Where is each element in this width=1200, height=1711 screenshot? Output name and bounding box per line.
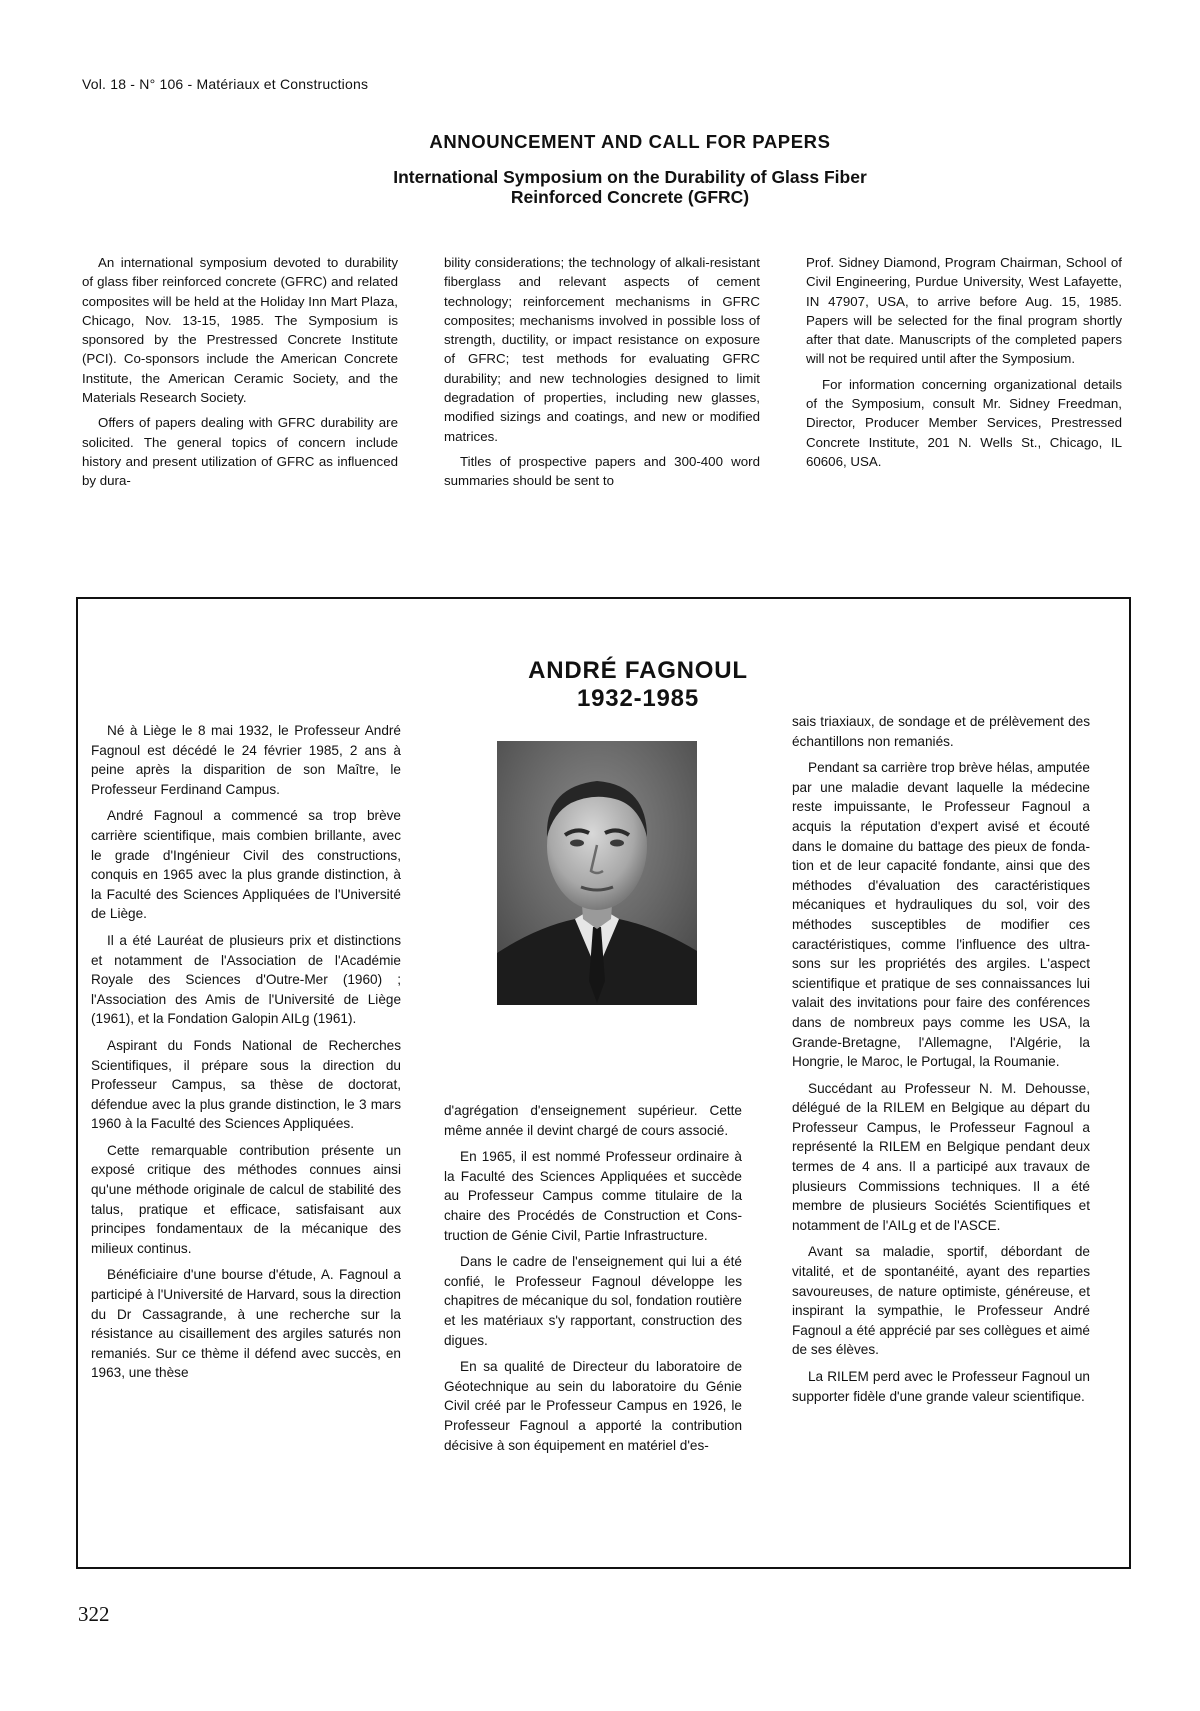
- portrait-photo: [497, 741, 697, 1005]
- paragraph: An international symposium devoted to durability of glass fiber reinforced concrete (GFRC) and related composites will be held at the Holiday Inn Mart Plaza, Chicago, Nov. 13-15, 1985. The Symposium is sponsored by the Prestressed Concrete Institute (PCI). Co-sponsors include the American Concrete Institute, the American Ceramic Society, and the Materials Research Society.: [82, 255, 398, 406]
- obituary-column-3: [792, 712, 1090, 1413]
- page-number: 322: [78, 1602, 110, 1626]
- paragraph: Bénéficiaire d'une bourse d'étude, A. Fagnoul a participé à l'Université de Harvard, sous la direction du Dr Cassagrande, à une recherche sur la résistance au cisaillement des argiles saturés non remaniés. Sur ce thème il défend avec succès, en 1963, une thèse: [91, 1267, 401, 1381]
- announcement-subtitle: [255, 167, 1005, 207]
- paragraph: bility considerations; the technology of alkali-resistant fiberglass and relevant aspects of cement technology; reinforcement mechanisms in GFRC composites; mechanisms involved in possible loss of strength, ductility, or impact resistance on exposure of GFRC; test methods for evaluating GFRC durability; and new technologies designed to limit degradation of properties, including new glasses, modified sizings and coatings, and new or modified matrices.: [444, 255, 760, 444]
- paragraph: Succédant au Professeur N. M. Dehousse, délégué de la RILEM en Belgique au départ du Professeur Campus, le Professeur Fagnoul a représenté la RILEM en Belgique pendant deux termes de 4 ans. Il a participé aux travaux de plusieurs Commissions techniques. Il a été membre de plusieurs Sociétés Scientifiques et notamment de l'AILg et de l'ASCE.: [792, 1080, 1090, 1233]
- paragraph: En 1965, il est nommé Professeur ordinaire à la Faculté des Sciences Appliquées et succède au Professeur Campus comme titulaire de la chaire des Procédés de Construction et Construction de Génie Civil, Partie Infrastructure.: [444, 1149, 742, 1243]
- paragraph: Offers of papers dealing with GFRC durability are solicited. The general topics of concern include history and present utilization of GFRC as influenced by dura-: [82, 415, 398, 489]
- announcement-subtitle-line-1: International Symposium on the Durability of Glass Fiber: [393, 167, 867, 187]
- paragraph: Il a été Lauréat de plusieurs prix et distinctions et notamment de l'Association de l'Académie Royale des Sciences d'Outre-Mer (1960) ; l'Association des Amis de l'Université de Liège (1961), et la Fondation Galopin AILg (1961).: [91, 932, 401, 1027]
- paragraph: Avant sa maladie, sportif, débordant de vitalité, et de spontanéité, ayant des reparties savoureuses, de nature optimiste, généreuse, et inspirant la sympathie, le Professeur André Fagnoul a été apprécié par ses collègues et aimé de ses élèves.: [792, 1244, 1090, 1358]
- obituary-column-2: [444, 1101, 742, 1462]
- paragraph: Titles of prospective papers and 300-400 word summaries should be sent to: [444, 453, 760, 489]
- paragraph: Prof. Sidney Diamond, Program Chairman, School of Civil Engineering, Purdue University, West Lafayette, IN 47907, USA, to arrive before Aug. 15, 1985. Papers will be selected for the final program shortly after that date. Manuscripts of the completed papers will not be required until after the Symposium.: [806, 255, 1122, 367]
- paragraph: For information concerning organizational details of the Symposium, consult Mr. Sidney Freedman, Director, Producer Member Services, Prestressed Concrete Institute, 201 N. Wells St., Chicago, IL 60606, USA.: [806, 376, 1122, 469]
- obituary-column-1: [91, 721, 401, 1390]
- paragraph: Pendant sa carrière trop brève hélas, amputée par une maladie devant laquelle la médecine reste impuissante, le Professeur Fagnoul a acquis la réputation d'expert avisé et écouté dans le domaine du battage des pieux de fondation et de leur capacité fondante, ainsi que des méthodes d'évaluation des caractéristiques mécaniques et hydrauliques du sol, voir des méthodes susceptibles de modifier ces caractéristiques, comme l'influence des ultra-sons sur les propriétés des argiles. L'aspect scientifique et pratique de ses connaissances lui valait des invitations pour faire des conférences dans de nombreux pays comme les USA, la Grande-Bretagne, l'Allemagne, l'Algérie, la Hongrie, le Maroc, le Portugal, la Roumanie.: [792, 760, 1090, 1070]
- announcement-column-2: [444, 253, 760, 497]
- paragraph: Cette remarquable contribution présente un exposé critique des méthodes connues ainsi qu'une méthode originale de calcul de stabilité des talus, pratique et efficace, satisfaisant aux principes fondamentaux de la mécanique des milieux continus.: [91, 1142, 401, 1256]
- paragraph: sais triaxiaux, de sondage et de prélèvement des échantillons non remaniés.: [792, 714, 1090, 749]
- paragraph: La RILEM perd avec le Professeur Fagnoul un supporter fidèle d'une grande valeur scientifique.: [792, 1369, 1090, 1404]
- announcement-title: ANNOUNCEMENT AND CALL FOR PAPERS: [429, 131, 831, 152]
- running-head: Vol. 18 - N° 106 - Matériaux et Constructions: [82, 76, 369, 92]
- obituary-box: [76, 597, 1131, 1569]
- announcement-column-3: [806, 253, 1122, 497]
- paragraph: En sa qualité de Directeur du laboratoire de Géotechnique au sein du laboratoire du Génie Civil créé par le Professeur Campus en 1926, le Professeur Fagnoul a apporté la contribution décisive à son équipement en matériel d'es-: [444, 1359, 742, 1453]
- announcement-body: [82, 253, 1122, 497]
- paragraph: Dans le cadre de l'enseignement qui lui a été confié, le Professeur Fagnoul développe les chapitres de mécanique du sol, fondation routière et les matériaux s'y rapportant, construction des digues.: [444, 1254, 742, 1348]
- paragraph: Né à Liège le 8 mai 1932, le Professeur André Fagnoul est décédé le 24 février 1985, 2 ans à peine après la disparition de son Maître, le Professeur Ferdinand Campus.: [91, 723, 401, 797]
- paragraph: Aspirant du Fonds National de Recherches Scientifiques, il prépare sous la direction du Professeur Campus, sa thèse de doctorat, défendue avec la plus grande distinction, le 3 mars 1960 à la Faculté des Sciences Appliquées.: [91, 1037, 401, 1132]
- announcement-column-1: [82, 253, 398, 497]
- obituary-title: [378, 657, 898, 713]
- obituary-years: 1932-1985: [577, 685, 699, 712]
- announcement-subtitle-line-2: Reinforced Concrete (GFRC): [510, 187, 750, 207]
- paragraph: d'agrégation d'enseignement supérieur. Cette même année il devint chargé de cours associé.: [444, 1103, 742, 1138]
- obituary-name: ANDRÉ FAGNOUL: [528, 657, 748, 684]
- portrait-illustration: [497, 741, 697, 1005]
- paragraph: André Fagnoul a commencé sa trop brève carrière scientifique, mais combien brillante, avec le grade d'Ingénieur Civil des constructions, conquis en 1965 avec la plus grande distinction, à la Faculté des Sciences Appliquées de l'Université de Liège.: [91, 808, 401, 922]
